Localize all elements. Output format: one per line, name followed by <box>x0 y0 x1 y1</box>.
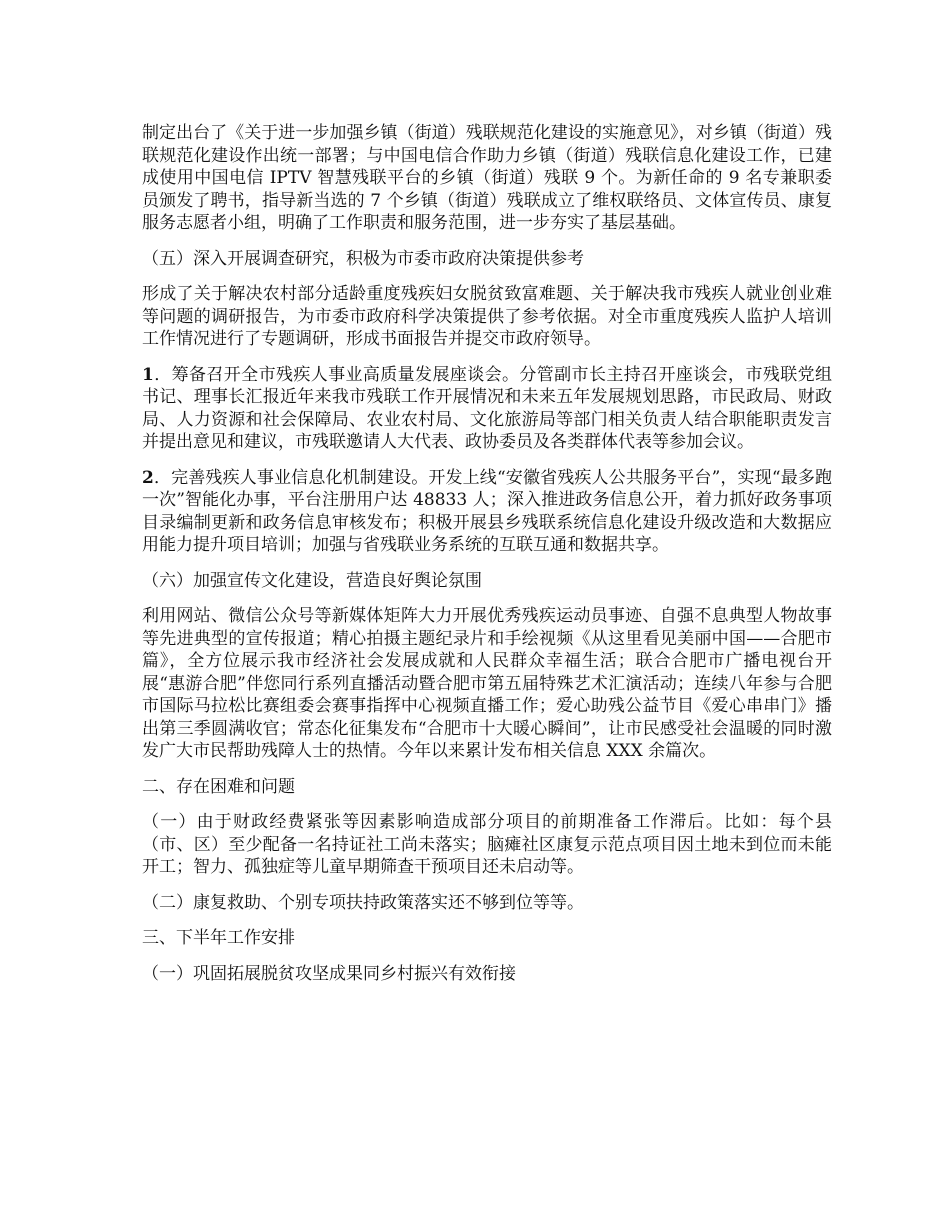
item-number: 2 <box>142 467 154 488</box>
subsection-heading-plan-1: （一）巩固拓展脱贫攻坚成果同乡村振兴有效衔接 <box>142 963 516 984</box>
numbered-item-2 <box>142 467 832 557</box>
paragraph-publicity: 利用网站、微信公众号等新媒体矩阵大力开展优秀残疾运动员事迹、自强不息典型人物故事等先进典型的宣传报道；精心拍摄主题纪录片和手绘视频《从这里看见美丽中国——合肥市篇》，全方位展示我市经济社会发展成就和人民群众幸福生活；联合合肥市广播电视台开展“惠游合肥”伴您同行系列直播活动暨合肥市第五届特殊艺术汇演活动；连续八年参与合肥市国际马拉松比赛组委会赛事指挥中心视频直播工作；爱心助残公益节目《爱心串串门》播出第三季圆满收官；常态化征集发布“合肥市十大暖心瞬间”，让市民感受社会温暖的同时激发广大市民帮助残障人士的热情。今年以来累计发布相关信息 XXX 余篇次。 <box>142 606 832 761</box>
paragraph-problem-2: （二）康复救助、个别专项扶持政策落实还不够到位等等。 <box>142 892 584 913</box>
paragraph-grassroots-construction: 制定出台了《关于进一步加强乡镇（街道）残联规范化建设的实施意见》，对乡镇（街道）残联规范化建设作出统一部署；与中国电信合作助力乡镇（街道）残联信息化建设工作，已建成使用中国电信 IPTV 智慧残联平台的乡镇（街道）残联 9 个。为新任命的 9 名专兼职委员颁发了聘书，指导新当选的 7 个乡镇（街道）残联成立了维权联络员、文体宣传员、康复服务志愿者小组，明确了工作职责和服务范围，进一步夯实了基层基础。 <box>142 123 832 233</box>
document-body <box>142 122 832 998</box>
item-number: 1 <box>142 364 154 385</box>
section-heading-research: （五）深入开展调查研究，积极为市委市政府决策提供参考 <box>142 248 584 269</box>
section-heading-publicity: （六）加强宣传文化建设，营造良好舆论氛围 <box>142 570 482 591</box>
item-text: ．筹备召开全市残疾人事业高质量发展座谈会。分管副市长主持召开座谈会，市残联党组书记、理事长汇报近年来我市残联工作开展情况和未来五年发展规划思路，市民政局、财政局、人力资源和社会保障局、农业农村局、文化旅游局等部门相关负责人结合职能职责发言并提出意见和建议，市残联邀请人大代表、政协委员及各类群体代表等参加会议。 <box>142 364 832 452</box>
section-heading-plan: 三、下半年工作安排 <box>142 928 295 948</box>
paragraph-problem-1: （一）由于财政经费紧张等因素影响造成部分项目的前期准备工作滞后。比如：每个县（市、区）至少配备一名持证社工尚未落实；脑瘫社区康复示范点项目因土地未到位而未能开工；智力、孤独症等儿童早期筛查干预项目还未启动等。 <box>142 812 832 877</box>
section-heading-problems: 二、存在困难和问题 <box>142 776 295 797</box>
numbered-item-1 <box>142 364 832 454</box>
item-text: ．完善残疾人事业信息化机制建设。开发上线“安徽省残疾人公共服务平台”，实现“最多跑一次”智能化办事，平台注册用户达 48833 人；深入推进政务信息公开，着力抓好政务事项目录编制更新和政务信息审核发布；积极开展县乡残联系统信息化建设升级改造和大数据应用能力提升项目培训；加强与省残联业务系统的互联互通和数据共享。 <box>142 467 832 555</box>
paragraph-research-reports: 形成了关于解决农村部分适龄重度残疾妇女脱贫致富难题、关于解决我市残疾人就业创业难等问题的调研报告，为市委市政府科学决策提供了参考依据。对全市重度残疾人监护人培训工作情况进行了专题调研，形成书面报告并提交市政府领导。 <box>142 284 832 349</box>
